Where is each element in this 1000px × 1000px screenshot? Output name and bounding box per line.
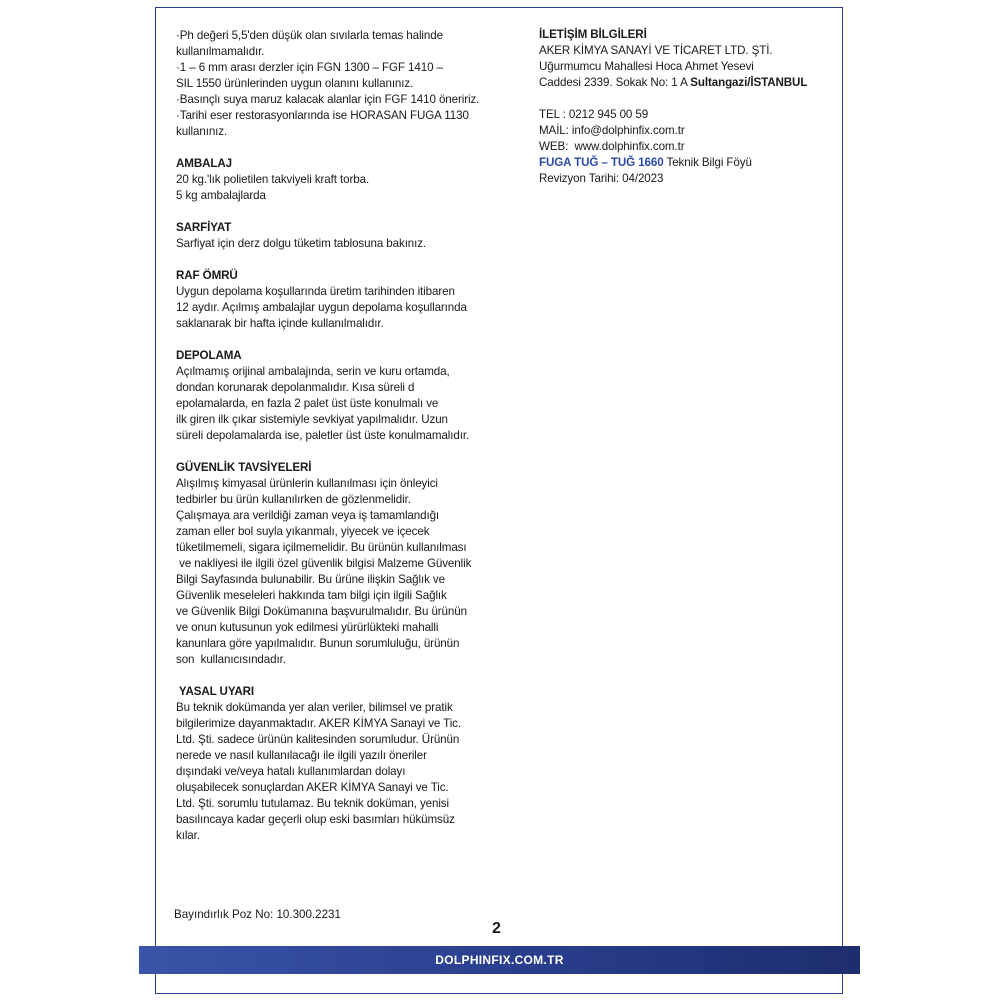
section-line: Açılmamış orijinal ambalajında, serin ve kuru ortamda, — [176, 365, 450, 378]
section-line: ve onun kutusunun yok edilmesi yürürlükteki mahalli — [176, 621, 439, 634]
section-title: SARFİYAT — [176, 221, 232, 234]
section-line: son kullanıcısındadır. — [176, 653, 286, 666]
intro-line: ·1 – 6 mm arası derzler için FGN 1300 – FGF 1410 – — [176, 61, 443, 74]
poz-number: Bayındırlık Poz No: 10.300.2231 — [174, 908, 341, 921]
section-line: nerede ve nasıl kullanılacağı ile ilgili yazılı öneriler — [176, 749, 427, 762]
address-street: Caddesi 2339. Sokak No: 1 A — [539, 76, 691, 89]
section-line: epolamalarda, en fazla 2 palet üst üste konulmalı ve — [176, 397, 439, 410]
address-line: Uğurmumcu Mahallesi Hoca Ahmet Yesevi — [539, 60, 754, 73]
contact-info — [539, 27, 839, 187]
intro-line: SIL 1550 ürünlerinden uygun olanını kullanınız. — [176, 77, 414, 90]
company-name: AKER KİMYA SANAYİ VE TİCARET LTD. ŞTİ. — [539, 44, 773, 57]
section-line: Çalışmaya ara verildiği zaman veya iş tamamlandığı — [176, 509, 440, 522]
section-line: bilgilerimize dayanmaktadır. AKER KİMYA Sanayi ve Tic. — [176, 717, 461, 730]
section-line: Ltd. Şti. sadece ürünün kalitesinden sorumludur. Ürünün — [176, 733, 460, 746]
section-line: tedbirler bu ürün kullanılırken de gözlenmelidir. — [176, 493, 411, 506]
main-content — [176, 28, 511, 844]
section-line: süreli depolamalarda ise, paletler üst üste konulmamalıdır. — [176, 429, 470, 442]
section-line: dışındaki ve/veya hatalı kullanımlardan dolayı — [176, 765, 406, 778]
product-name: FUGA TUĞ – TUĞ 1660 — [539, 156, 664, 169]
intro-line: ·Basınçlı suya maruz kalacak alanlar için FGF 1410 öneririz. — [176, 93, 480, 106]
address-district: Sultangazi/ — [690, 76, 751, 89]
phone-number: TEL : 0212 945 00 59 — [539, 108, 649, 121]
section-line: zaman eller bol suyla yıkanmalı, yiyecek ve içecek — [176, 525, 430, 538]
section-guvenlik — [176, 460, 511, 668]
address-line — [539, 75, 839, 91]
intro-notes — [176, 28, 511, 140]
section-line: Bu teknik dokümanda yer alan veriler, bilimsel ve pratik — [176, 701, 453, 714]
section-line: Ltd. Şti. sorumlu tutulamaz. Bu teknik doküman, yenisi — [176, 797, 449, 810]
section-sarfiyat — [176, 220, 511, 252]
section-depolama — [176, 348, 511, 444]
section-line: ve Güvenlik Bilgi Dokümanına başvurulmalıdır. Bu ürünün — [176, 605, 467, 618]
footer-bar — [139, 946, 860, 974]
section-raf-omru — [176, 268, 511, 332]
contact-title: İLETİŞİM BİLGİLERİ — [539, 28, 647, 41]
website-link[interactable]: WEB: www.dolphinfix.com.tr — [539, 140, 685, 153]
section-title: YASAL UYARI — [176, 685, 255, 698]
section-title: GÜVENLİK TAVSİYELERİ — [176, 461, 312, 474]
revision-date: Revizyon Tarihi: 04/2023 — [539, 172, 664, 185]
doc-type: Teknik Bilgi Föyü — [663, 156, 752, 169]
intro-line: ·Ph değeri 5,5'den düşük olan sıvılarla temas halinde — [176, 29, 443, 42]
section-line: basılıncaya kadar geçerli olup eski basımları hükümsüz — [176, 813, 455, 826]
section-line: Güvenlik meseleleri hakkında tam bilgi için ilgili Sağlık — [176, 589, 447, 602]
intro-line: kullanınız. — [176, 125, 228, 138]
intro-line: ·Tarihi eser restorasyonlarında ise HORASAN FUGA 1130 — [176, 109, 469, 122]
section-ambalaj — [176, 156, 511, 204]
email-address[interactable]: MAİL: info@dolphinfix.com.tr — [539, 124, 685, 137]
section-line: saklanarak bir hafta içinde kullanılmalıdır. — [176, 317, 384, 330]
section-line: tüketilmemeli, sigara içilmemelidir. Bu ürünün kullanılması — [176, 541, 467, 554]
section-line: Bilgi Sayfasında bulunabilir. Bu ürüne ilişkin Sağlık ve — [176, 573, 445, 586]
section-line: 12 aydır. Açılmış ambalajlar uygun depolama koşullarında — [176, 301, 467, 314]
section-line: Sarfiyat için derz dolgu tüketim tablosuna bakınız. — [176, 237, 427, 250]
section-title: RAF ÖMRÜ — [176, 269, 238, 282]
section-yasal-uyari — [176, 684, 511, 844]
section-line: ilk giren ilk çıkar sistemiyle sevkiyat yapılmalıdır. Uzun — [176, 413, 448, 426]
section-line: oluşabilecek sonuçlardan AKER KİMYA Sanayi ve Tic. — [176, 781, 449, 794]
section-title: DEPOLAMA — [176, 349, 242, 362]
footer-website-link[interactable]: DOLPHINFIX.COM.TR — [435, 953, 564, 967]
section-line: kanunlara göre yapılmalıdır. Bunun sorumluluğu, ürünün — [176, 637, 460, 650]
section-line: 20 kg.'lık polietilen takviyeli kraft torba. — [176, 173, 370, 186]
intro-line: kullanılmamalıdır. — [176, 45, 265, 58]
address-city: İSTANBUL — [750, 76, 808, 89]
section-line: kılar. — [176, 829, 200, 842]
section-line: Uygun depolama koşullarında üretim tarihinden itibaren — [176, 285, 455, 298]
page-number: 2 — [492, 920, 501, 937]
section-title: AMBALAJ — [176, 157, 232, 170]
section-line: ve nakliyesi ile ilgili özel güvenlik bilgisi Malzeme Güvenlik — [176, 557, 472, 570]
product-title — [539, 155, 839, 171]
section-line: 5 kg ambalajlarda — [176, 189, 266, 202]
section-line: Alışılmış kimyasal ürünlerin kullanılması için önleyici — [176, 477, 438, 490]
section-line: dondan korunarak depolanmalıdır. Kısa süreli d — [176, 381, 415, 394]
